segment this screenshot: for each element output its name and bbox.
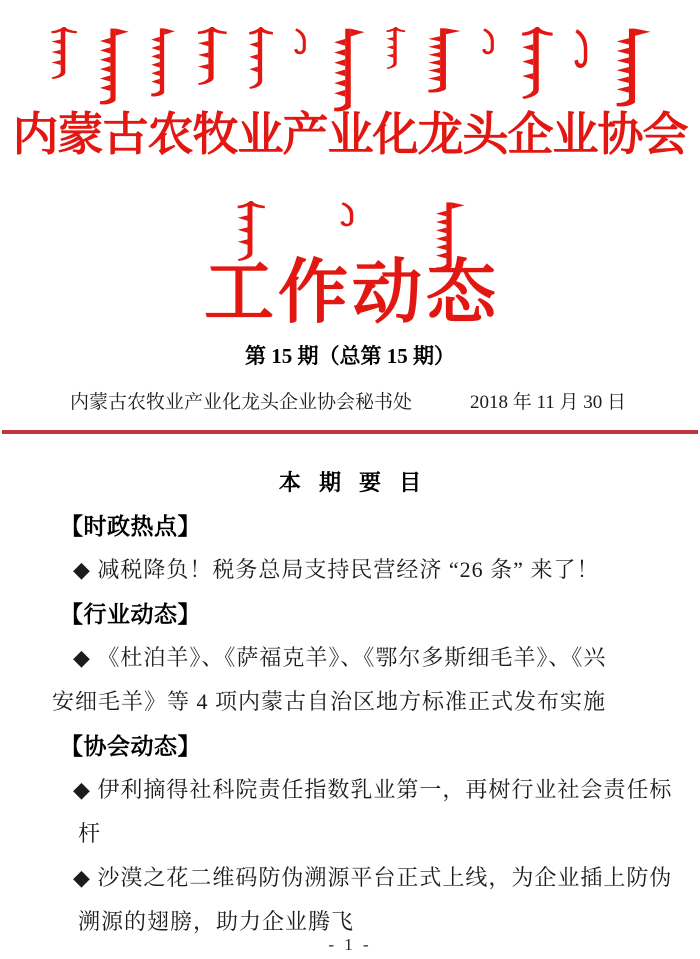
- publisher-row: [70, 390, 626, 416]
- mongolian-word-icon: [424, 27, 462, 93]
- mongolian-word-icon: [148, 27, 176, 97]
- mongolian-word-icon: [612, 27, 652, 107]
- mongolian-word-icon: [572, 27, 594, 69]
- toc-item-line: ◆ 《杜泊羊》、《萨福克羊》、《鄂尔多斯细毛羊》、《兴: [73, 645, 607, 670]
- mongolian-word-icon: [292, 27, 312, 55]
- toc-body: [0, 504, 700, 944]
- toc-item-line: ◆ 减税降负！税务总局支持民营经济 “26 条” 来了！: [73, 557, 600, 582]
- organization-title: 内蒙古农牧业产业化龙头企业协会: [12, 109, 688, 160]
- mongolian-word-icon: [194, 27, 228, 85]
- mongolian-word-icon: [96, 27, 130, 105]
- mongolian-word-icon: [338, 201, 360, 227]
- section-heading-politics: 【时政热点】: [60, 513, 201, 539]
- mongolian-script-top-row: [0, 27, 700, 113]
- mongolian-word-icon: [518, 27, 554, 99]
- toc-title: 本 期 要 目: [278, 470, 428, 495]
- page-number: - 1 -: [328, 935, 372, 954]
- red-divider-rule: [2, 430, 698, 434]
- bulletin-title: 工作动态: [204, 255, 500, 332]
- issue-number: 第 15 期（总第 15 期）: [245, 344, 455, 368]
- toc-item-line: ◆ 沙漠之花二维码防伪溯源平台正式上线，为企业插上防伪: [73, 865, 673, 890]
- toc-item-line: 溯源的翅膀，助力企业腾飞: [78, 909, 355, 934]
- toc-item-line: ◆ 伊利摘得社科院责任指数乳业第一，再树行业社会责任标: [73, 777, 673, 802]
- publish-date: 2018 年 11 月 30 日: [469, 392, 626, 413]
- publisher-name: 内蒙古农牧业产业化龙头企业协会秘书处: [70, 392, 413, 413]
- mongolian-word-icon: [48, 27, 78, 79]
- toc-item-line: 杆: [78, 821, 102, 846]
- toc-item-line: 安细毛羊》等 4 项内蒙古自治区地方标准正式发布实施: [52, 689, 607, 714]
- section-heading-association: 【协会动态】: [60, 733, 201, 759]
- section-heading-industry: 【行业动态】: [60, 601, 201, 627]
- mongolian-word-icon: [330, 27, 366, 112]
- mongolian-word-icon: [480, 27, 500, 55]
- mongolian-word-icon: [384, 27, 406, 69]
- mongolian-word-icon: [246, 27, 274, 89]
